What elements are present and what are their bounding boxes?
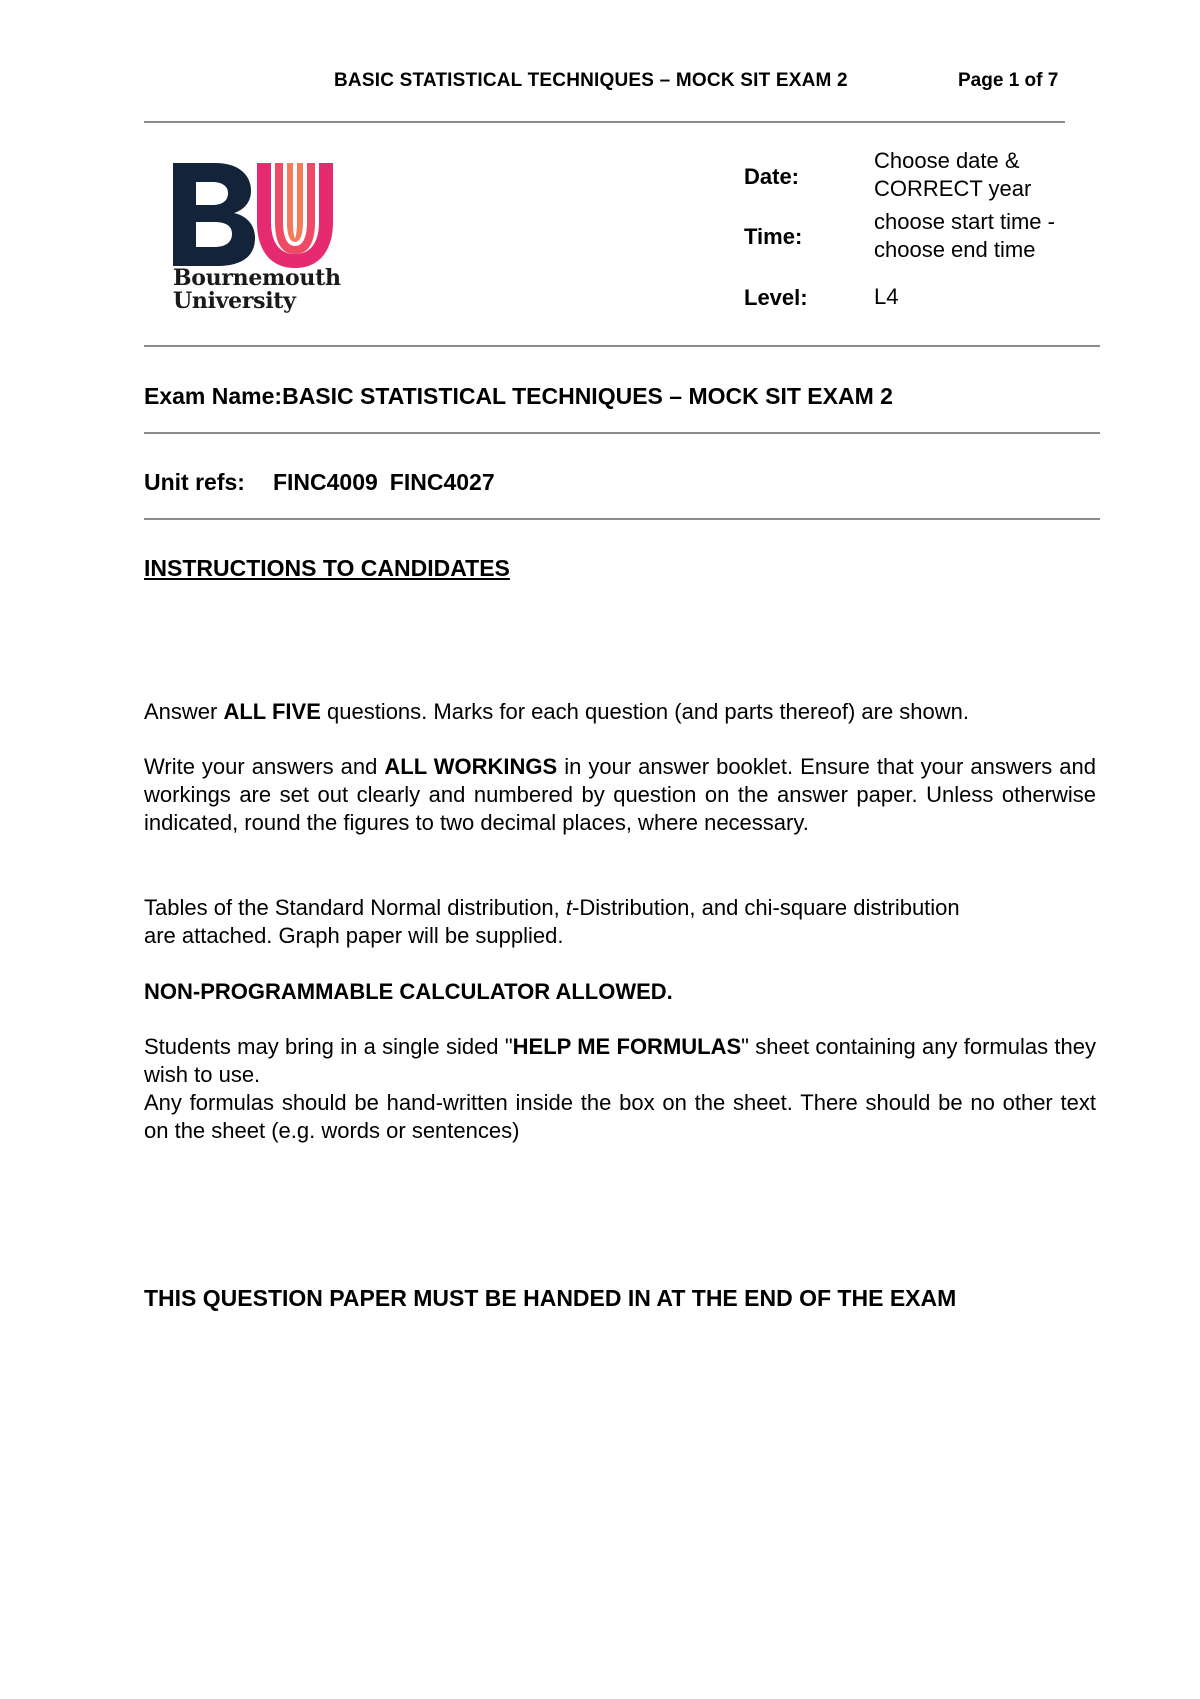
time-value: choose start time - choose end time [874, 209, 1055, 262]
hand-in-notice: THIS QUESTION PAPER MUST BE HANDED IN AT THE END OF THE EXAM [144, 1285, 957, 1311]
section-divider [144, 518, 1100, 520]
page-number: Page 1 of 7 [958, 70, 1059, 91]
unit-code: FINC4027 [389, 469, 495, 495]
exam-name-value: BASIC STATISTICAL TECHNIQUES – MOCK SIT EXAM 2 [282, 383, 893, 409]
unit-code: FINC4009 [272, 469, 378, 495]
running-header-title: BASIC STATISTICAL TECHNIQUES – MOCK SIT EXAM 2 [334, 70, 848, 91]
section-divider [144, 345, 1100, 347]
exam-name [144, 383, 893, 410]
instructions-heading: INSTRUCTIONS TO CANDIDATES [144, 555, 510, 581]
unit-refs-label: Unit refs: [144, 469, 245, 495]
instruction-tables: Tables of the Standard Normal distribution, t-Distribution, and chi-square distribution are attached. Graph paper will be supplied. [144, 895, 960, 948]
instruction-formula-rules: Any formulas should be hand-written inside the box on the sheet. There should be no other text on the sheet (e.g. words or sentences) [144, 1090, 1096, 1143]
date-label: Date: [744, 164, 800, 189]
level-value: L4 [874, 284, 899, 309]
section-divider [144, 432, 1100, 434]
instruction-workings: Write your answers and ALL WORKINGS in your answer booklet. Ensure that your answers and workings are set out clearly and numbered by question on the answer paper. Unless otherwise indicated, round the figures to two decimal places, where necessary. [144, 754, 1097, 835]
logo-letter-b [173, 163, 255, 266]
logo-letter-u-inner [287, 163, 303, 242]
instruction-answer-all: Answer ALL FIVE questions. Marks for each question (and parts thereof) are shown. [144, 699, 969, 724]
logo-wordmark-line1: Bournemouth [173, 265, 341, 291]
level-label: Level: [744, 285, 808, 310]
unit-refs [144, 469, 495, 496]
header-divider [144, 121, 1065, 123]
exam-name-label: Exam Name: [144, 383, 283, 409]
time-label: Time: [744, 224, 803, 249]
instruction-calculator: NON-PROGRAMMABLE CALCULATOR ALLOWED. [144, 979, 673, 1004]
logo-wordmark-line2: University [173, 288, 296, 314]
instruction-formula-sheet: Students may bring in a single sided "HELP ME FORMULAS" sheet containing any formulas they wish to use. [144, 1034, 1096, 1087]
date-value: Choose date & CORRECT year [874, 148, 1032, 201]
